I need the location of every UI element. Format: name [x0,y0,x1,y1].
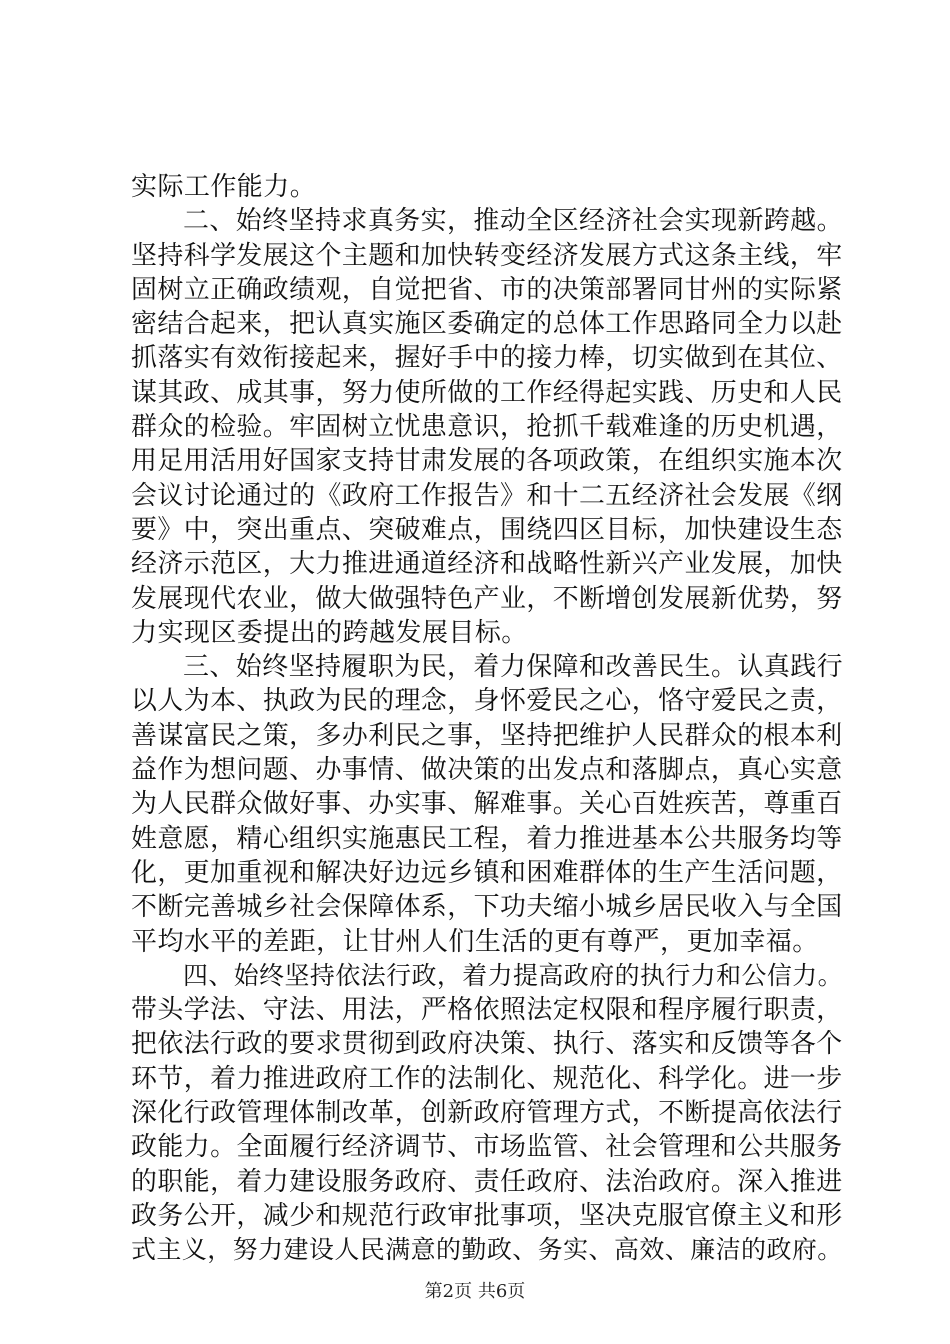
text-line: 要》中，突出重点、突破难点，围绕四区目标，加快建设生态 [131,514,843,545]
page-footer: 第2页 共6页 [424,1281,526,1302]
text-line: 环节，着力推进政府工作的法制化、规范化、科学化。进一步 [131,1063,843,1094]
text-line: 用足用活用好国家支持甘肃发展的各项政策，在组织实施本次 [131,446,843,477]
paragraph-first-line: 二、始终坚持求真务实，推动全区经济社会实现新跨越。 [183,206,844,237]
text-line: 会议讨论通过的《政府工作报告》和十二五经济社会发展《纲 [131,480,843,511]
text-line: 把依法行政的要求贯彻到政府决策、执行、落实和反馈等各个 [131,1029,843,1060]
text-line: 善谋富民之策，多办利民之事，坚持把维护人民群众的根本利 [131,720,843,751]
text-line: 谋其政、成其事，努力使所做的工作经得起实践、历史和人民 [131,377,843,408]
text-line: 化，更加重视和解决好边远乡镇和困难群体的生产生活问题， [131,857,843,888]
text-line: 平均水平的差距，让甘州人们生活的更有尊严，更加幸福。 [131,926,819,957]
document-body [131,170,843,1268]
text-line: 不断完善城乡社会保障体系，下功夫缩小城乡居民收入与全国 [131,892,843,923]
paragraph-first-line: 三、始终坚持履职为民，着力保障和改善民生。认真践行 [183,652,844,683]
text-line: 经济示范区，大力推进通道经济和战略性新兴产业发展，加快 [131,549,843,580]
text-line: 坚持科学发展这个主题和加快转变经济发展方式这条主线，牢 [131,240,843,271]
text-line: 带头学法、守法、用法，严格依照法定权限和程序履行职责， [131,995,843,1026]
text-line: 抓落实有效衔接起来，握好手中的接力棒，切实做到在其位、 [131,343,843,374]
text-line: 为人民群众做好事、办实事、解难事。关心百姓疾苦，尊重百 [131,789,843,820]
text-line: 密结合起来，把认真实施区委确定的总体工作思路同全力以赴 [131,309,843,340]
paragraph-first-line: 四、始终坚持依法行政，着力提高政府的执行力和公信力。 [183,960,844,990]
text-line: 深化行政管理体制改革，创新政府管理方式，不断提高依法行 [131,1098,843,1129]
text-line: 固树立正确政绩观，自觉把省、市的决策部署同甘州的实际紧 [131,274,843,305]
text-line: 群众的检验。牢固树立忧患意识，抢抓千载难逢的历史机遇， [131,412,843,443]
text-line: 的职能，着力建设服务政府、责任政府、法治政府。深入推进 [131,1166,843,1197]
text-line: 式主义，努力建设人民满意的勤政、务实、高效、廉洁的政府。 [131,1235,843,1265]
text-line: 发展现代农业，做大做强特色产业，不断增创发展新优势，努 [131,583,843,614]
text-line: 姓意愿，精心组织实施惠民工程，着力推进基本公共服务均等 [131,823,843,854]
text-line: 以人为本、执政为民的理念，身怀爱民之心，恪守爱民之责， [131,686,843,717]
text-line: 政务公开，减少和规范行政审批事项，坚决克服官僚主义和形 [131,1200,843,1231]
text-line: 力实现区委提出的跨越发展目标。 [131,617,528,648]
text-line: 政能力。全面履行经济调节、市场监管、社会管理和公共服务 [131,1132,843,1163]
text-line: 实际工作能力。 [131,172,317,202]
text-line: 益作为想问题、办事情、做决策的出发点和落脚点，真心实意 [131,755,843,786]
